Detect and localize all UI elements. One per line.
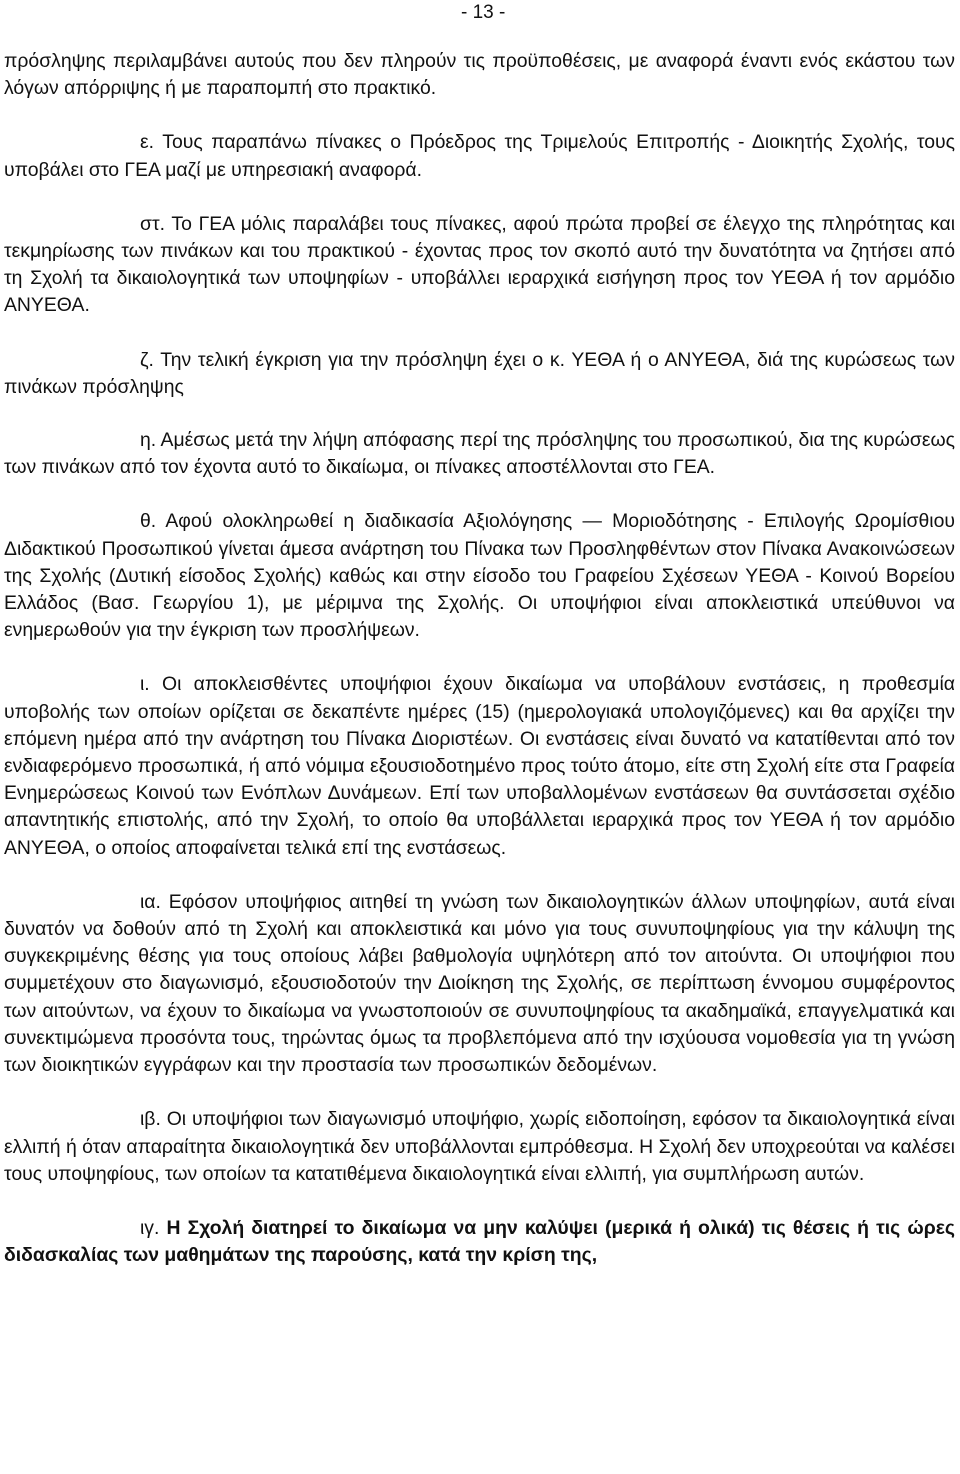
paragraph-ia (4, 889, 955, 1079)
paragraph-st (4, 211, 955, 320)
paragraph-ib (4, 1106, 955, 1188)
paragraph-text: Το ΓΕΑ μόλις παραλάβει τους πίνακες, αφού πρώτα προβεί σε έλεγχο της πληρότητας και τεκμηρίωσης των πινάκων και του πρακτικού - έχοντας προς τον σκοπό αυτό την δυνατότητα να ζητήσει από τη Σχολή τα δικαιολογητικά των υποψηφίων - υποβάλλει ιεραρχικά εισήγηση προς τον ΥΕΘΑ ή τον αρμόδιο ΑΝΥΕΘΑ. (4, 212, 955, 317)
paragraph-label: θ. (140, 510, 157, 533)
paragraph-label: στ. (140, 212, 166, 235)
paragraph-label: ζ. (140, 348, 154, 371)
paragraph-text: Οι υποψήφιοι των διαγωνισμό υποψήφιο, χωρίς ειδοποίηση, εφόσον τα δικαιολογητικά είναι ελλιπή ή όταν απαραίτητα δικαιολογητικά δεν υποβάλλονται εμπρόθεσμα. Η Σχολή δεν υποχρεούται να καλέσει τους υποψηφίους, των οποίων τα κατατιθέμενα δικαιολογητικά είναι ελλιπή, για συμπλήρωση αυτών. (4, 1108, 955, 1185)
paragraph-z (4, 347, 955, 401)
paragraph-text: Την τελική έγκριση για την πρόσληψη έχει ο κ. ΥΕΘΑ ή ο ΑΝΥΕΘΑ, διά της κυρώσεως των πινάκων πρόσληψης (4, 348, 955, 398)
paragraph-text: Τους παραπάνω πίνακες ο Πρόεδρος της Τριμελούς Επιτροπής - Διοικητής Σχολής, τους υποβάλει στο ΓΕΑ μαζί με υπηρεσιακή αναφορά. (4, 131, 955, 181)
paragraph-text: Αμέσως μετά την λήψη απόφασης περί της πρόσληψης του προσωπικού, δια της κυρώσεως των πινάκων από τον έχοντα αυτό το δικαίωμα, οι πίνακες αποστέλλονται στο ΓΕΑ. (4, 429, 955, 479)
document-page: - 13 - πρόσληψης περιλαμβάνει αυτούς που δεν πληρούν τις προϋποθέσεις, με αναφορά έναντι ενός εκάστου των λόγων απόρριψης ή με παραπομπή στο πρακτικό. ε. Τους παραπάνω πίνακες ο Πρόεδρος της Τριμελούς Επιτροπής - Διοικητής Σχολής, τους υποβάλει στο ΓΕΑ μαζί με υπηρεσιακή αναφορά. στ. Το ΓΕΑ μόλις παραλάβει τους πίνακες, αφού πρώτα προβεί σε έλεγχο της πληρότητας και τεκμηρίωσης των πινάκων και του πρακτικού - έχοντας προς τον σκοπό αυτό την δυνατότητα να ζητήσει από τη Σχολή τα δικαιολογητικά των υποψηφίων - υποβάλλει ιεραρχικά εισήγηση προς τον ΥΕΘΑ ή τον αρμόδιο ΑΝΥΕΘΑ. ζ. Την τελική έγκριση για την πρόσληψη έχει ο κ. ΥΕΘΑ ή ο ΑΝΥΕΘΑ, διά της κυρώσεως των πινάκων πρόσληψης η. Αμέσως μετά την λήψη απόφασης περί της πρόσληψης του προσωπικού, δια της κυρώσεως των πινάκων από τον έχοντα αυτό το δικαίωμα, οι πίνακες αποστέλλονται στο ΓΕΑ. θ. Αφού ολοκληρωθεί η διαδικασία Αξιολόγησης — Μοριοδότησης - Επιλογής Ωρομίσθιου Διδακτικού Προσωπικού γίνεται άμεσα ανάρτηση του Πίνακα των Προσληφθέντων στον Πίνακα Ανακοινώσεων της Σχολής (Δυτική είσοδος Σχολής) καθώς και στην είσοδο του Γραφείου Σχέσεων ΥΕΘΑ - Κοινού Βορείου Ελλάδος (Βασ. Γεωργίου 1), με μέριμνα της Σχολής. Οι υποψήφιοι είναι αποκλειστικά υπεύθυνοι να ενημερωθούν για την έγκριση των προσλήψεων. ι. Οι αποκλεισθέντες υποψήφιοι έχουν δικαίωμα να υποβάλουν ενστάσεις, η προθεσμία υποβολής των οποίων ορίζεται σε δεκαπέντε ημέρες (15) (ημερολογιακά υπολογιζόμενες) και θα αρχίζει την επόμενη ημέρα από την ανάρτηση του Πίνακα Διοριστέων. Οι ενστάσεις είναι δυνατό να κατατίθενται από τον ενδιαφερόμενο προσωπικά, ή από νόμιμα εξουσιοδοτημένο προς τούτο άτομο, είτε στη Σχολή είτε στα Γραφεία Ενημερώσεως Κοινού των Ενόπλων Δυνάμεων. Επί των υποβαλλομένων ενστάσεων θα συντάσσεται σχέδιο απαντητικής επιστολής, από την Σχολή, το οποίο θα υποβάλλεται ιεραρχικά προς τον ΥΕΘΑ ή τον αρμόδιο ΑΝΥΕΘΑ, ο οποίος αποφαίνεται τελικά επί της ενστάσεως. ια. Εφόσον υποψήφιος αιτηθεί τη γνώση των δικαιολογητικών άλλων υποψηφίων, αυτά είναι δυνατόν να δοθούν από τη Σχολή και αποκλειστικά και μόνο για τους συνυποψηφίους για την κάλυψη της συγκεκριμένης θέσης για τους οποίους λάβει βαθμολογία υψηλότερη από τον αιτούντα. Οι υποψήφιοι που συμμετέχουν στο διαγωνισμό, εξουσιοδοτούν την Διοίκηση της Σχολής, σε περίπτωση έννομου συμφέροντος των αιτούντων, να έχουν το δικαίωμα να γνωστοποιούν σε συνυποψηφίους τα ακαδημαϊκά, επαγγελματικά και συνεκτιμώμενα προσόντα τους, τηρώντας όμως τα προβλεπόμενα από την ισχύουσα νομοθεσία για τη γνώση των διοικητικών εγγράφων και την προστασία των προσωπικών δεδομένων. ιβ. Οι υποψήφιοι των διαγωνισμό υποψήφιο, χωρίς ειδοποίηση, εφόσον τα δικαιολογητικά είναι ελλιπή ή όταν απαραίτητα δικαιολογητικά δεν υποβάλλονται εμπρόθεσμα. Η Σχολή δεν υποχρεούται να καλέσει τους υποψηφίους, των οποίων τα κατατιθέμενα δικαιολογητικά είναι ελλιπή, για συμπλήρωση αυτών. ιγ. Η Σχολή διατηρεί το δικαίωμα να μην καλύψει (μερικά ή ολικά) τις θέσεις ή τις ώρες διδασκαλίας των μαθημάτων της παρούσης, κατά την κρίση της, (0, 0, 960, 1474)
paragraph-label: ιβ. (140, 1108, 161, 1131)
paragraph-label: ια. (140, 890, 161, 913)
paragraph-iota (4, 671, 955, 861)
paragraph-text: Οι αποκλεισθέντες υποψήφιοι έχουν δικαίωμα να υποβάλουν ενστάσεις, η προθεσμία υποβολής των οποίων ορίζεται σε δεκαπέντε ημέρες (15) (ημερολογιακά υπολογιζόμενες) και θα αρχίζει την επόμενη ημέρα από την ανάρτηση του Πίνακα Διοριστέων. Οι ενστάσεις είναι δυνατό να κατατίθενται από τον ενδιαφερόμενο προσωπικά, ή από νόμιμα εξουσιοδοτημένο προς τούτο άτομο, είτε στη Σχολή είτε στα Γραφεία Ενημερώσεως Κοινού των Ενόπλων Δυνάμεων. Επί των υποβαλλομένων ενστάσεων θα συντάσσεται σχέδιο απαντητικής επιστολής, από την Σχολή, το οποίο θα υποβάλλεται ιεραρχικά προς τον ΥΕΘΑ ή τον αρμόδιο ΑΝΥΕΘΑ, ο οποίος αποφαίνεται τελικά επί της ενστάσεως. (4, 673, 955, 859)
paragraph-text: πρόσληψης περιλαμβάνει αυτούς που δεν πληρούν τις προϋποθέσεις, με αναφορά έναντι ενός εκάστου των λόγων απόρριψης ή με παραπομπή στο πρακτικό. (4, 50, 955, 100)
document-body (4, 48, 955, 1269)
paragraph-ig (4, 1215, 955, 1269)
paragraph-text: Αφού ολοκληρωθεί η διαδικασία Αξιολόγησης — Μοριοδότησης - Επιλογής Ωρομίσθιου Διδακτικού Προσωπικού γίνεται άμεσα ανάρτηση του Πίνακα των Προσληφθέντων στον Πίνακα Ανακοινώσεων της Σχολής (Δυτική είσοδος Σχολής) καθώς και στην είσοδο του Γραφείου Σχέσεων ΥΕΘΑ - Κοινού Βορείου Ελλάδος (Βασ. Γεωργίου 1), με μέριμνα της Σχολής. Οι υποψήφιοι είναι αποκλειστικά υπεύθυνοι να ενημερωθούν για την έγκριση των προσλήψεων. (4, 510, 955, 642)
paragraph-text-bold: Η Σχολή διατηρεί το δικαίωμα να μην καλύψει (μερικά ή ολικά) τις θέσεις ή τις ώρες διδασκαλίας των μαθημάτων της παρούσης, κατά την κρίση της, (4, 1216, 956, 1267)
paragraph-label: ε. (140, 131, 155, 154)
paragraph-text: Εφόσον υποψήφιος αιτηθεί τη γνώση των δικαιολογητικών άλλων υποψηφίων, αυτά είναι δυνατόν να δοθούν από τη Σχολή και αποκλειστικά και μόνο για τους συνυποψηφίους για την κάλυψη της συγκεκριμένης θέσης για τους οποίους λάβει βαθμολογία υψηλότερη από τον αιτούντα. Οι υποψήφιοι που συμμετέχουν στο διαγωνισμό, εξουσιοδοτούν την Διοίκηση της Σχολής, σε περίπτωση έννομου συμφέροντος των αιτούντων, να έχουν το δικαίωμα να γνωστοποιούν σε συνυποψηφίους τα ακαδημαϊκά, επαγγελματικά και συνεκτιμώμενα προσόντα τους, τηρώντας όμως τα προβλεπόμενα από την ισχύουσα νομοθεσία για τη γνώση των διοικητικών εγγράφων και την προστασία των προσωπικών δεδομένων. (4, 890, 955, 1077)
paragraph-e (4, 129, 955, 183)
paragraph-label: η. (140, 429, 157, 452)
paragraph-i (4, 427, 955, 481)
paragraph-label: ιγ. (140, 1216, 160, 1239)
paragraph-th (4, 508, 955, 644)
paragraph-label: ι. (140, 673, 150, 696)
paragraph-continuation (4, 48, 955, 102)
